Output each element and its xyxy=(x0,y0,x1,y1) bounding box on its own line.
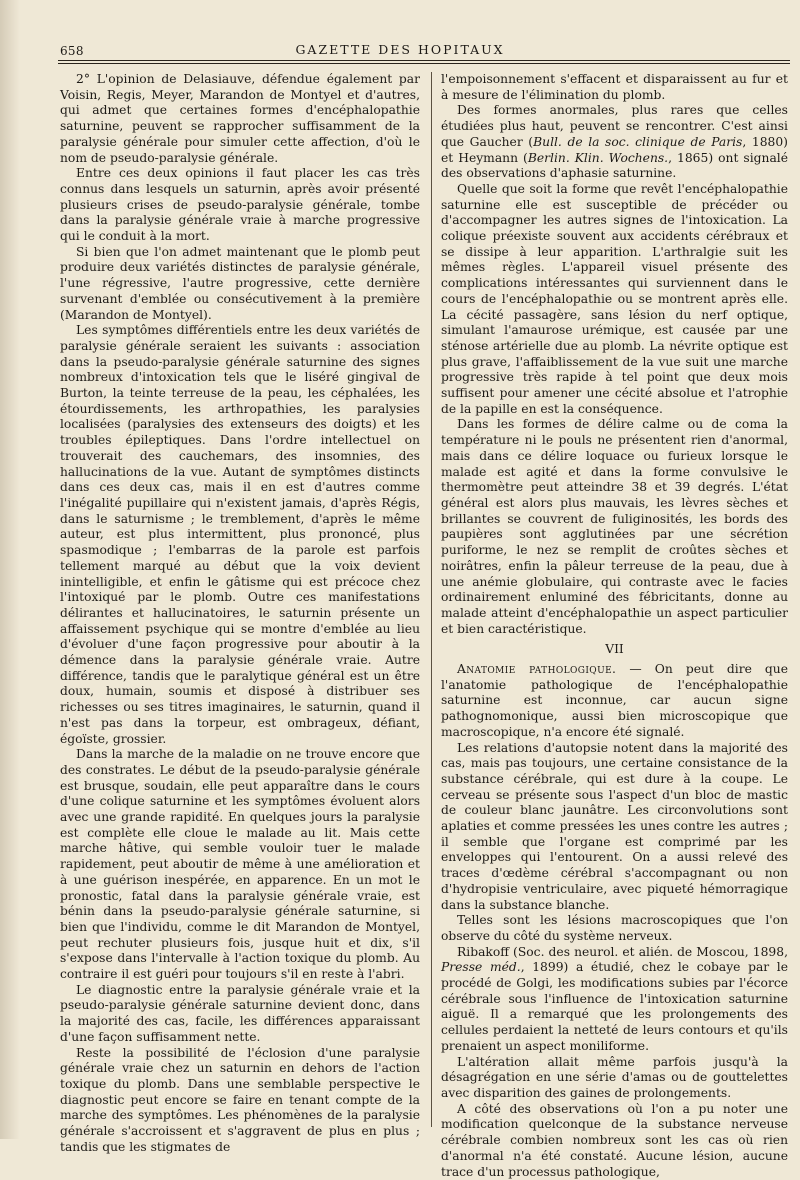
paragraph: Les symptômes différentiels entre les deux variétés de paralysie générale seraient les suivants : association dans la pseudo-paralysie générale saturnine des signes nombreux d'intoxication tels que le liséré gingival de Burton, la teinte terreuse de la peau, les céphalées, les étourdissements, les arthropathies, les paralysies localisées (paralysies des extenseurs des doigts) et les troubles épileptiques. Dans l'ordre intellectuel on trouverait des cauchemars, des insomnies, des hallucinations de la vue. Autant de symptômes distincts dans ces deux cas, mais il en est d'autres comme l'inégalité pupillaire qui n'existent jamais, d'après Régis, dans le saturnisme ; le tremblement, d'après le même auteur, est plus intermittent, plus prononcé, plus spasmodique ; l'embarras de la parole est parfois tellement marqué au début que la voix devient inintelligible, et enfin le gâtisme qui est précoce chez l'intoxiqué par le plomb. Outre ces manifestations délirantes et hallucinatoires, le saturnin présente un affaissement psychique qui se montre d'emblée au lieu d'évoluer d'une façon progressive pour aboutir à la démence dans la paralysie générale vraie. Autre différence, tandis que le paralytique général est un être doux, humain, soumis et disposé à distribuer ses richesses ou ses titres imaginaires, le saturnin, quand il n'est pas dans la torpeur, est ombrageux, défiant, égoïste, grossier. xyxy=(60,323,420,746)
paragraph: L'altération allait même parfois jusqu'à la désagrégation en une série d'amas ou de gouttelettes avec disparition des gaines de prolongements. xyxy=(441,1054,788,1100)
paragraph: Si bien que l'on admet maintenant que le plomb peut produire deux variétés distinctes de paralysie générale, l'une régressive, l'autre progressive, cette dernière survenant d'emblée ou consécutivement à la première (Marandon de Montyel). xyxy=(60,244,420,322)
text-run: — On peut dire que l'anatomie pathologique de l'encéphalopathie saturnine est inconnue, car aucun signe pathognomonique, aussi bien microscopique que macroscopique, n'a encore été signalé. xyxy=(441,662,788,739)
running-title: GAZETTE DES HOPITAUX xyxy=(295,42,505,57)
right-column xyxy=(441,72,788,1179)
paragraph: Les relations d'autopsie notent dans la majorité des cas, mais pas toujours, une certaine consistance de la substance cérébrale, qui est dure à la coupe. Le cerveau se présente sous l'aspect d'un bloc de mastic de couleur blanc jaunâtre. Les circonvolutions sont aplaties et comme pressées les unes contre les autres ; il semble que l'organe est comprimé par les enveloppes qui l'entourent. On a aussi relevé des traces d'œdème cérébral s'accompagnant ou non d'hydropisie ventriculaire, avec piqueté hémorragique dans la substance blanche. xyxy=(441,740,788,912)
paragraph: A côté des observations où l'on a pu noter une modification quelconque de la substance nerveuse cérébrale combien nombreux sont les cas où rien d'anormal n'a été constaté. Aucune lésion, aucune trace d'un processus pathologique, xyxy=(441,1101,788,1179)
header-rule-bottom xyxy=(58,63,790,64)
paragraph: Quelle que soit la forme que revêt l'encéphalopathie saturnine elle est susceptible de précéder ou d'accompagner les autres signes de l'intoxication. La colique préexiste souvent aux accidents cérébraux et se dissipe à leur apparition. L'arthralgie suit les mêmes règles. L'appareil visuel présente des complications intéressantes qui surviennent dans le cours de l'encéphalopathie ou se montrent après elle. La cécité passagère, sans lésion du nerf optique, simulant l'amaurose urémique, est causée par une sténose artérielle due au plomb. La névrite optique est plus grave, l'affaiblissement de la vue suit une marche progressive très rapide à tel point que deux mois suffisent pour amener une cécité absolue et l'atrophie de la papille en est la conséquence. xyxy=(441,181,788,416)
paragraph: Dans la marche de la maladie on ne trouve encore que des constrates. Le début de la pseudo-paralysie générale est brusque, soudain, elle peut apparaître dans le cours d'une colique saturnine et les symptômes évoluent alors avec une grande rapidité. En quelques jours la paralysie est complète elle cloue le malade au lit. Mais cette marche hâtive, qui semble vouloir tuer le malade rapidement, peut aboutir de même à une amélioration et à une guérison inespérée, en apparence. En un mot le pronostic, fatal dans la paralysie générale vraie, est bénin dans la pseudo-paralysie générale saturnine, si bien que l'individu, comme le dit Marandon de Montyel, peut rechuter plusieurs fois, jusque huit et dix, s'il s'expose dans l'intervalle à l'action toxique du plomb. Au contraire il est guéri pour toujours s'il en reste à l'abri. xyxy=(60,747,420,982)
column-divider xyxy=(431,72,432,1127)
text-run: , 1899) a étudié, chez le cobaye par le procédé de Golgi, les modifications subies par l'écorce cérébrale sous l'influence de l'intoxication saturnine aiguë. Il a remarqué que les prolongements des cellules perdaient la netteté de leurs contours et qu'ils prenaient un aspect moniliforme. xyxy=(441,960,788,1053)
paragraph: Le diagnostic entre la paralysie générale vraie et la pseudo-paralysie générale saturnine devient donc, dans la majorité des cas, facile, les différences apparaissant d'une façon suffisamment nette. xyxy=(60,982,420,1044)
section-number: VII xyxy=(605,642,624,657)
paragraph: Entre ces deux opinions il faut placer les cas très connus dans lesquels un saturnin, après avoir présenté plusieurs crises de pseudo-paralysie générale, tombe dans la paralysie générale vraie à marche progressive qui le conduit à la mort. xyxy=(60,166,420,244)
paragraph: l'empoisonnement s'effacent et disparaissent au fur et à mesure de l'élimination du plomb. xyxy=(441,72,788,102)
citation: Berlin. Klin. Wochens. xyxy=(527,150,669,165)
left-column xyxy=(60,72,420,1154)
paragraph xyxy=(441,662,788,741)
text-run: Ribakoff (Soc. des neurol. et alién. de Moscou, 1898, xyxy=(457,944,788,959)
paragraph: Reste la possibilité de l'éclosion d'une paralysie générale vraie chez un saturnin en dehors de l'action toxique du plomb. Dans une semblable perspective le diagnostic peut encore se faire en tenant compte de la marche des symptômes. Les phénomènes de la paralysie générale s'accroissent et s'aggravent de plus en plus ; tandis que les stigmates de xyxy=(60,1045,420,1154)
section-heading: Anatomie pathologique. xyxy=(457,662,617,677)
paragraph xyxy=(441,103,788,182)
text-run: Des formes anormales, plus rares que celles étudiées plus haut, peuvent se rencontrer. C'est ainsi que Gaucher ( xyxy=(441,103,788,149)
page-number: 658 xyxy=(60,44,84,58)
paragraph xyxy=(441,945,788,1055)
paragraph: Telles sont les lésions macroscopiques que l'on observe du côté du système nerveux. xyxy=(441,913,788,943)
page-fold-shadow xyxy=(0,0,20,1139)
citation: Presse méd. xyxy=(441,960,521,975)
header-rule-top xyxy=(58,60,790,61)
paragraph: 2° L'opinion de Delasiauve, défendue également par Voisin, Regis, Meyer, Marandon de Montyel et d'autres, qui admet que certaines formes d'encéphalopathie saturnine, peuvent se rapprocher suffisamment de la paralysie générale pour simuler cette affection, d'où le nom de pseudo-paralysie générale. xyxy=(60,72,420,165)
citation: Bull. de la soc. clinique de Paris xyxy=(533,134,743,149)
text-run: , 1865) ont signalé des observations d'aphasie saturnine. xyxy=(441,150,788,181)
text-run: , 1880) et Heymann ( xyxy=(441,134,788,165)
paragraph: Dans les formes de délire calme ou de coma la température ni le pouls ne présentent rien d'anormal, mais dans ce délire loquace ou furieux lorsque le malade est agité et dans la forme convulsive le thermomètre peut atteindre 38 et 39 degrés. L'état général est alors plus mauvais, les lèvres sèches et brillantes se couvrent de fuliginosités, les bords des paupières sont agglutinées par une sécrétion puriforme, le nez se remplit de croûtes sèches et noirâtres, enfin la pâleur terreuse de la peau, due à une anémie globulaire, qui contraste avec le facies ordinairement enluminé des fébricitants, donne au malade atteint d'encéphalopathie un aspect particulier et bien caractéristique. xyxy=(441,417,788,636)
